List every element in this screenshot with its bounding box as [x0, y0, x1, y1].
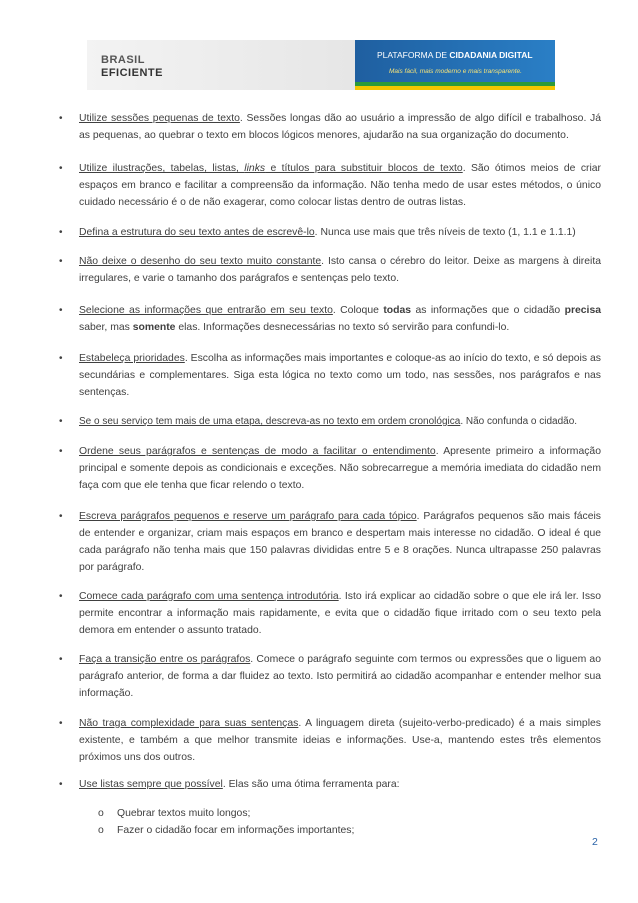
page-number: 2 [592, 836, 598, 848]
bullet-icon: • [59, 511, 63, 522]
list-item [79, 588, 601, 639]
item-link-emphasis: links [244, 163, 266, 174]
logo-line-1: BRASIL [101, 54, 145, 66]
list-item [79, 715, 601, 766]
sub-list-item: Fazer o cidadão focar em informações importantes; [117, 825, 355, 836]
list-item [79, 224, 601, 241]
bullet-icon: • [59, 654, 63, 665]
item-bold-a: todas [383, 305, 412, 316]
item-link[interactable]: Não deixe o desenho do seu texto muito constante [79, 256, 322, 267]
item-text: . Comece o parágrafo seguinte com termos ou expressões que o liguem ao parágrafo anterior, de forma a dar fluidez ao texto. Isto permitirá ao cidadão acompanhar e entender melhor sua informação. [79, 654, 601, 699]
item-text: . Elas são uma ótima ferramenta para: [222, 779, 400, 790]
item-text-d: elas. Informações desnecessárias no texto só servirão para confundi-lo. [175, 322, 510, 333]
item-link[interactable]: Escreva parágrafos pequenos e reserve um parágrafo para cada tópico [79, 511, 417, 522]
list-item [79, 110, 601, 144]
list-item [79, 160, 601, 211]
list-item [79, 651, 601, 702]
bullet-icon: • [59, 446, 63, 457]
item-text: . A linguagem direta (sujeito-verbo-predicado) é a mais simples existente, e também a que melhor transmite ideias e informações. Use-a, mantendo estes três elementos próximos uns dos outros. [79, 718, 601, 763]
item-link[interactable] [79, 163, 463, 174]
sub-bullet-icon: o [98, 825, 104, 836]
item-link-part-a: Utilize ilustrações, tabelas, listas, [79, 163, 245, 174]
platform-tagline: Mais fácil, mais moderno e mais transparente. [389, 68, 522, 75]
logo-line-2: EFICIENTE [101, 67, 163, 79]
item-link[interactable]: Comece cada parágrafo com uma sentença introdutória [79, 591, 339, 602]
item-text: . Nunca use mais que três níveis de texto (1, 1.1 e 1.1.1) [314, 227, 576, 238]
item-link[interactable]: Estabeleça prioridades [79, 353, 185, 364]
item-text: . Apresente primeiro a informação principal e somente depois as condicionais e exceções. Não sobrecarregue a memória imediata do cidadão nem faça com que ele tenha que ficar relendo o texto. [79, 446, 601, 491]
platform-title-prefix: PLATAFORMA DE [377, 50, 450, 60]
item-bold-b: precisa [564, 305, 602, 316]
platform-title-bold: CIDADANIA DIGITAL [449, 50, 533, 60]
item-text: . Escolha as informações mais importantes e coloque-as ao início do texto, e só depois as secundárias e complementares. Siga esta lógica no texto como um todo, nas sessões, nos parágrafos e nas sentenças. [79, 353, 601, 398]
item-text-b: as informações que o cidadão [411, 305, 565, 316]
list-item [79, 508, 601, 576]
list-item [79, 413, 601, 430]
item-text: . Sessões longas dão ao usuário a impressão de algo difícil e trabalhoso. Já as pequenas, ao quebrar o texto em blocos lógicos menores, ajudarão na sua organização do documento. [79, 113, 602, 141]
item-link[interactable]: Utilize sessões pequenas de texto [79, 113, 240, 124]
item-link[interactable]: Não traga complexidade para suas sentenças [79, 718, 299, 729]
bullet-icon: • [59, 779, 63, 790]
list-item [79, 350, 601, 401]
item-link[interactable]: Ordene seus parágrafos e sentenças de modo a facilitar o entendimento [79, 446, 436, 457]
item-bold-c: somente [132, 322, 176, 333]
item-text-c: saber, mas [79, 322, 133, 333]
item-text: . Isto cansa o cérebro do leitor. Deixe as margens à direita irregulares, e varie o tamanho dos parágrafos e sentenças pelo texto. [79, 256, 601, 284]
item-text: . São ótimos meios de criar espaços em branco e facilitar a compreensão da informação. Não tenha medo de usar estes métodos, o único cuidado necessário é o de não exagerar, como colocar listas dentro de outras listas. [79, 163, 602, 208]
item-link[interactable]: Use listas sempre que possível [79, 779, 223, 790]
sub-list-item: Quebrar textos muito longos; [117, 808, 251, 819]
list-item [79, 302, 601, 336]
item-link[interactable]: Faça a transição entre os parágrafos [79, 654, 251, 665]
item-link[interactable]: Se o seu serviço tem mais de uma etapa, descreva-as no texto em ordem cronológica [79, 416, 461, 427]
bullet-icon: • [59, 256, 63, 267]
bullet-icon: • [59, 163, 63, 174]
bullet-icon: • [59, 591, 63, 602]
bullet-icon: • [59, 718, 63, 729]
item-text: . Parágrafos pequenos são mais fáceis de entender e organizar, criam mais espaços em branco e despertam mais interesse no cidadão. O ideal é que cada parágrafo não tenha mais que 150 palavras divididas entre 5 e 8 orações. Nunca ultrapasse 250 palavras por parágrafo. [79, 511, 601, 573]
item-link[interactable]: Defina a estrutura do seu texto antes de escrevê-lo [79, 227, 315, 238]
bullet-icon: • [59, 113, 63, 124]
item-text: . Isto irá explicar ao cidadão sobre o que ele irá ler. Isso permite encontrar a informação mais rapidamente, e evita que o cidadão fique irritado com o seu texto pela demora em entender o assunto tratado. [79, 591, 601, 636]
bullet-icon: • [59, 227, 63, 238]
bullet-icon: • [59, 305, 63, 316]
sub-bullet-icon: o [98, 808, 104, 819]
bullet-icon: • [59, 353, 63, 364]
item-link-part-b: e títulos para substituir blocos de texto [265, 163, 463, 174]
list-item [79, 776, 601, 793]
item-text: . Não confunda o cidadão. [460, 416, 578, 427]
list-item [79, 443, 601, 494]
item-link[interactable]: Selecione as informações que entrarão em seu texto [79, 305, 333, 316]
list-item [79, 253, 601, 287]
item-text-a: . Coloque [332, 305, 384, 316]
bullet-icon: • [59, 416, 63, 427]
